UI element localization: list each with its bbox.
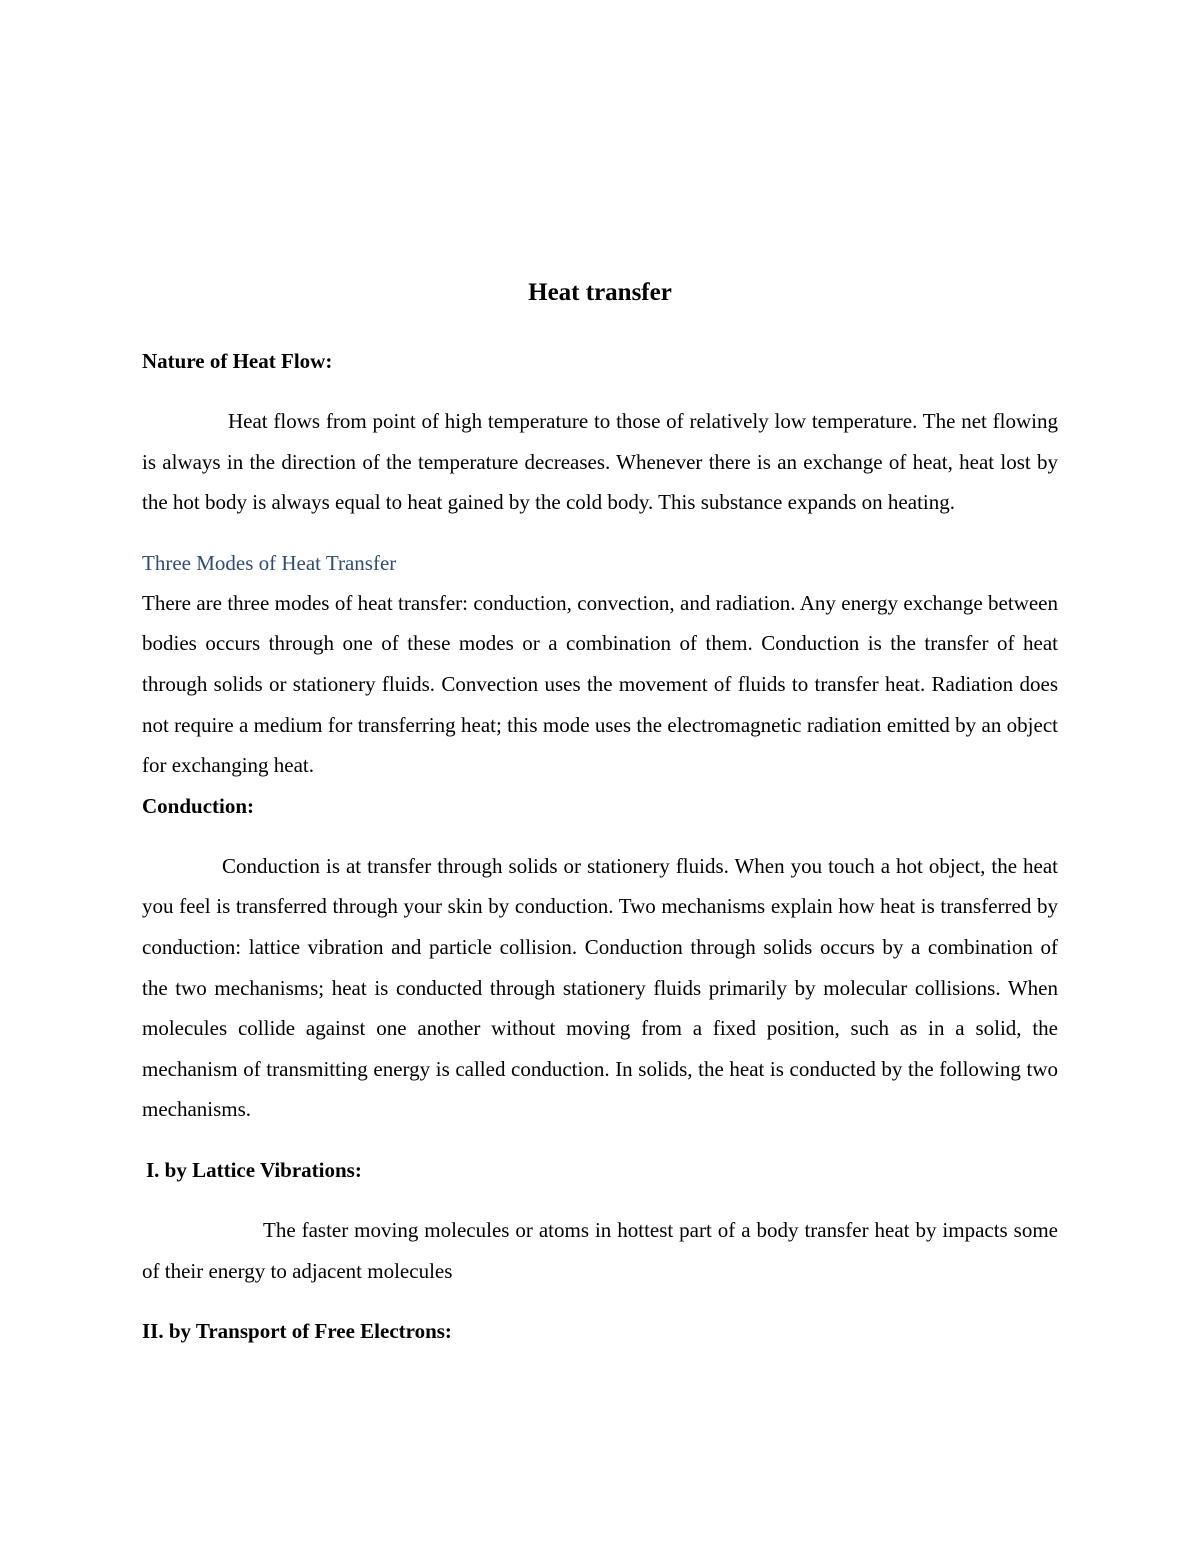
document-body xyxy=(142,276,1058,1351)
section-heading-modes: Three Modes of Heat Transfer xyxy=(142,550,397,575)
document-title: Heat transfer xyxy=(528,279,672,306)
section-heading-electrons: II. by Transport of Free Electrons: xyxy=(142,1319,452,1344)
paragraph-lattice: The faster moving molecules or atoms in hottest part of a body transfer heat by impacts some of their energy to adjacent molecules xyxy=(142,1217,1058,1283)
paragraph-nature: Heat flows from point of high temperature to those of relatively low temperature. The net flowing is always in the direction of the temperature decreases. Whenever there is an exchange of heat, heat lost by the hot body is always equal to heat gained by the cold body. This substance expands on heating. xyxy=(142,409,1058,515)
paragraph-modes: There are three modes of heat transfer: conduction, convection, and radiation. Any energy exchange between bodies occurs through one of these modes or a combination of them. Conduction is the transfer of heat through solids or stationery fluids. Convection uses the movement of fluids to transfer heat. Radiation does not require a medium for transferring heat; this mode uses the electromagnetic radiation emitted by an object for exchanging heat. xyxy=(142,590,1058,778)
section-heading-lattice: I. by Lattice Vibrations: xyxy=(146,1157,362,1182)
section-heading-conduction: Conduction: xyxy=(142,793,255,818)
paragraph-conduction: Conduction is at transfer through solids or stationery fluids. When you touch a hot object, the heat you feel is transferred through your skin by conduction. Two mechanisms explain how heat is transferred by conduction: lattice vibration and particle collision. Conduction through solids occurs by a combination of the two mechanisms; heat is conducted through stationery fluids primarily by molecular collisions. When molecules collide against one another without moving from a fixed position, such as in a solid, the mechanism of transmitting energy is called conduction. In solids, the heat is conducted by the following two mechanisms. xyxy=(142,853,1058,1122)
section-heading-nature: Nature of Heat Flow: xyxy=(142,349,333,373)
